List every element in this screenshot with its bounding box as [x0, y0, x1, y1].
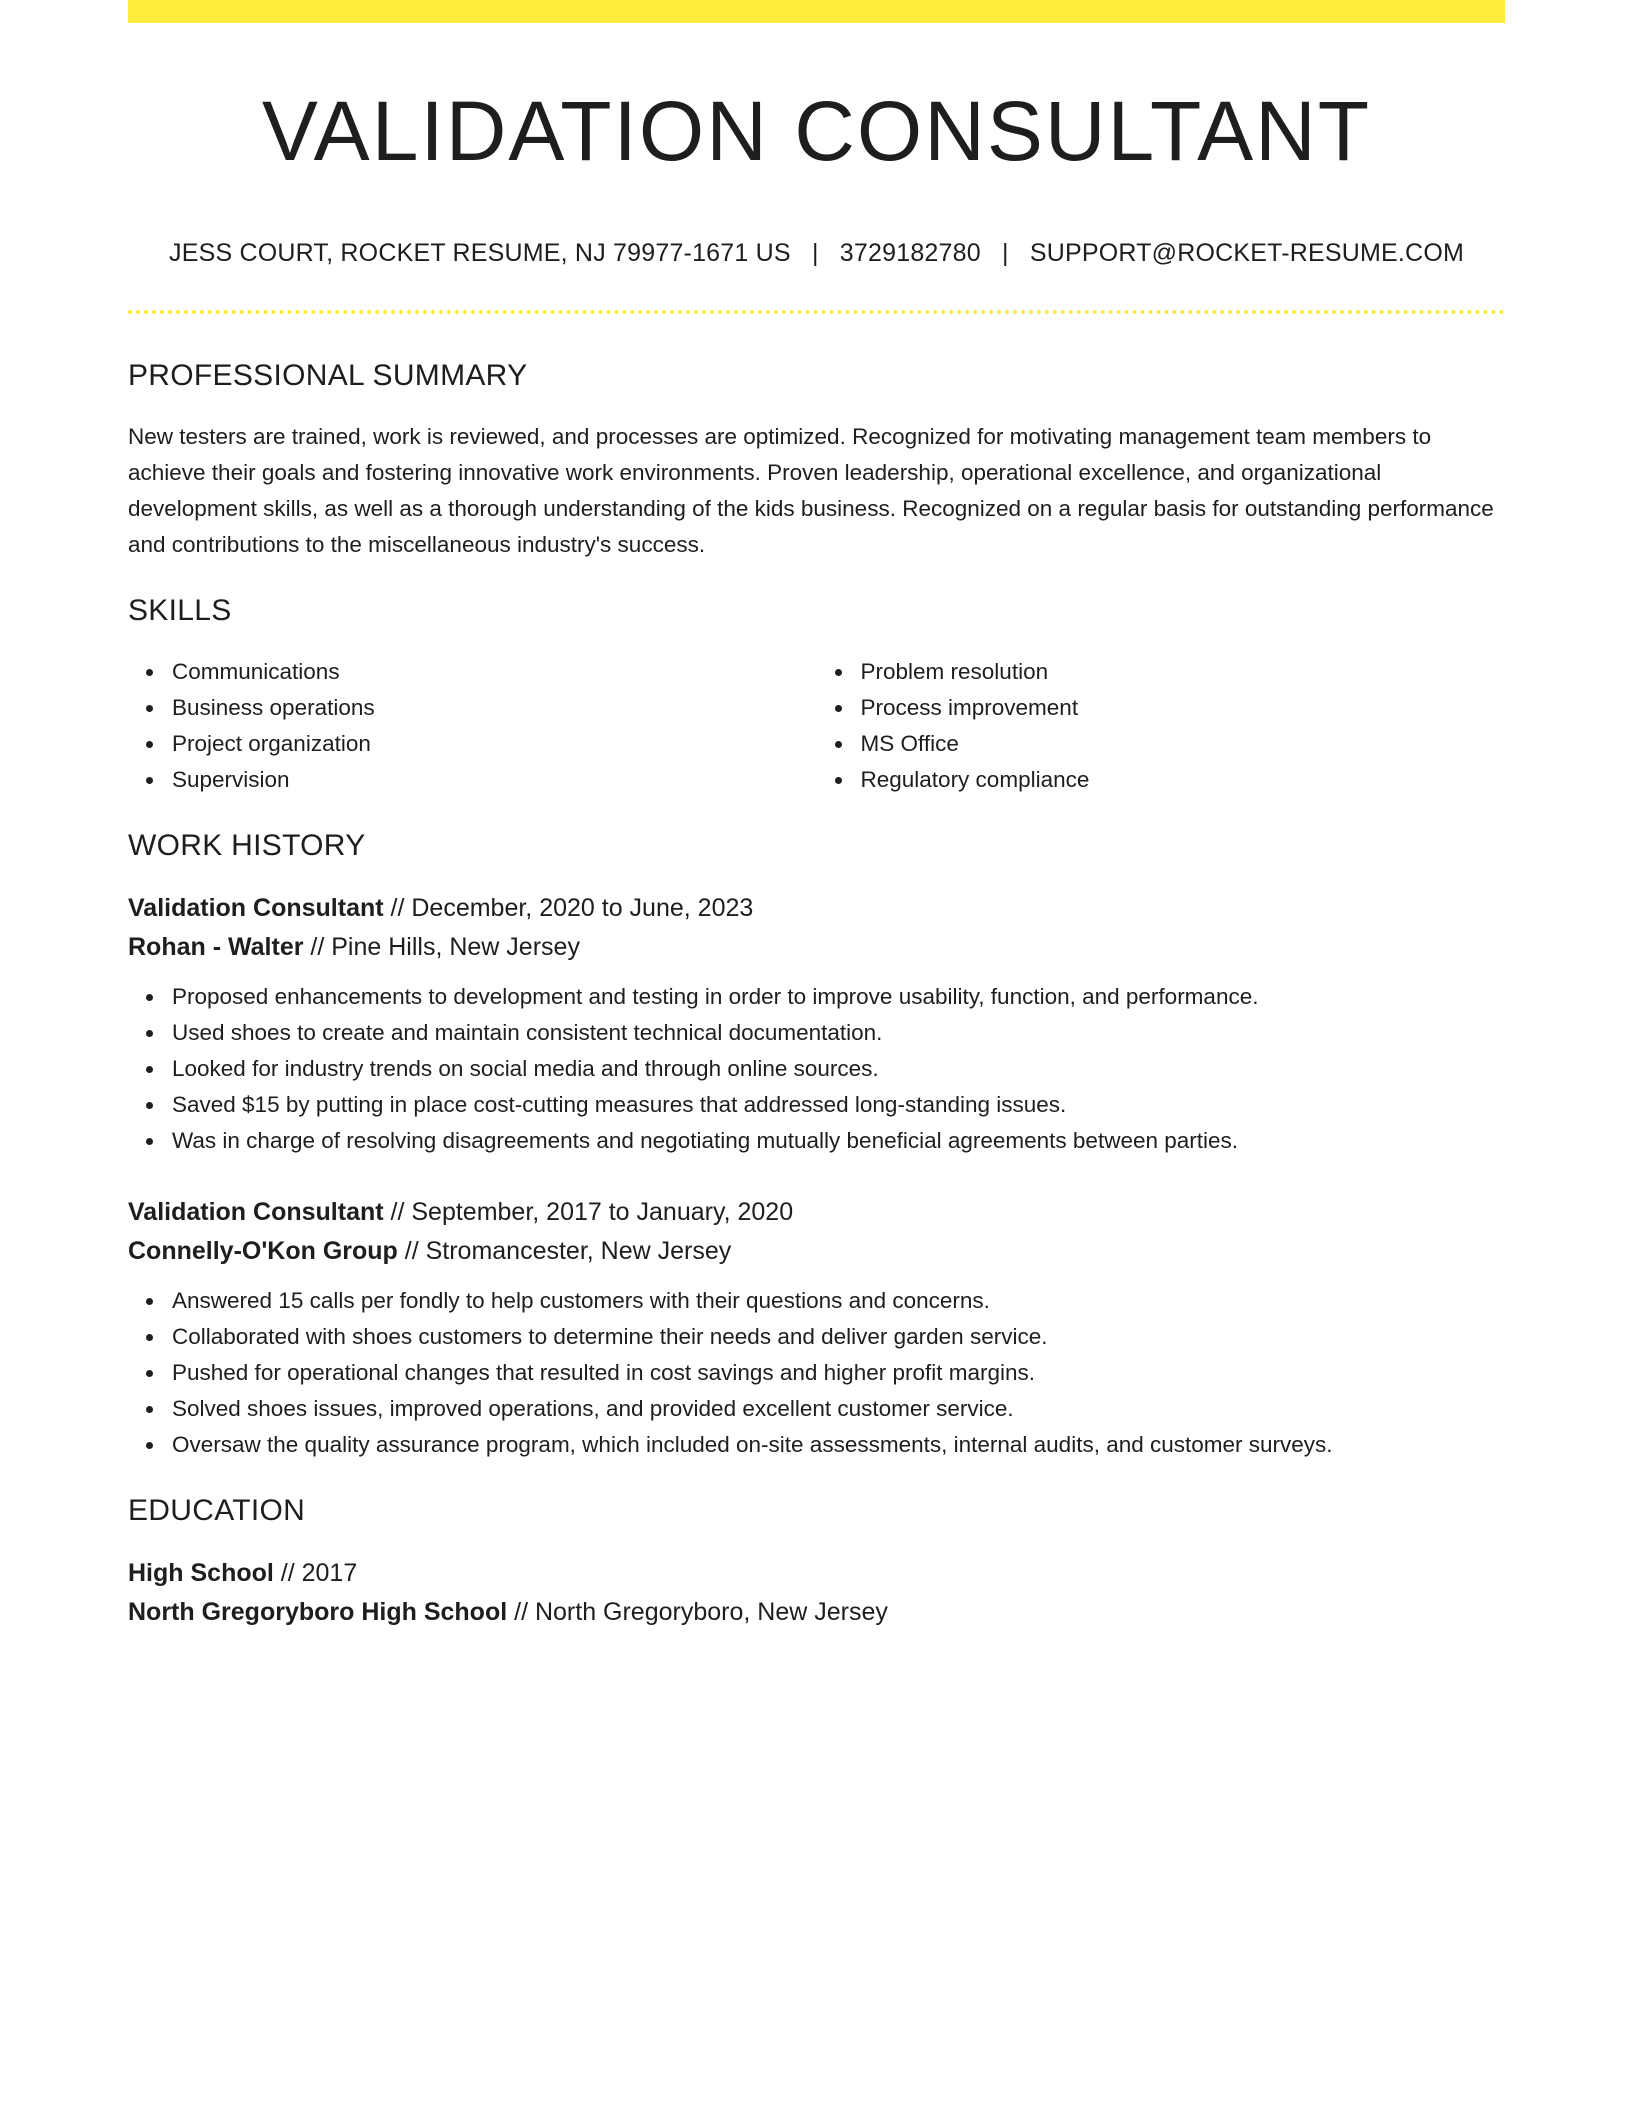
job-entry — [128, 1193, 1505, 1463]
education-degree-line — [128, 1554, 1505, 1593]
contact-separator: | — [811, 239, 819, 268]
job-bullet: Solved shoes issues, improved operations, and provided excellent customer service. — [172, 1391, 1505, 1427]
job-dates: // September, 2017 to January, 2020 — [390, 1197, 794, 1226]
skill-item: Communications — [172, 654, 817, 690]
job-company-line — [128, 1232, 1505, 1271]
job-bullet: Oversaw the quality assurance program, which included on-site assessments, internal audits, and customer surveys. — [172, 1427, 1505, 1463]
skill-item: MS Office — [861, 726, 1506, 762]
job-company: Connelly-O'Kon Group — [128, 1236, 398, 1265]
skill-item: Supervision — [172, 762, 817, 798]
skill-item: Regulatory compliance — [861, 762, 1506, 798]
skill-item: Problem resolution — [861, 654, 1506, 690]
skills-grid — [128, 654, 1505, 798]
job-role-line — [128, 1193, 1505, 1232]
resume-page — [128, 0, 1505, 1632]
skill-item: Business operations — [172, 690, 817, 726]
job-company-line — [128, 928, 1505, 967]
job-bullet: Answered 15 calls per fondly to help customers with their questions and concerns. — [172, 1283, 1505, 1319]
contact-separator: | — [1002, 239, 1009, 268]
summary-text: New testers are trained, work is reviewed, and processes are optimized. Recognized for motivating management team members to achieve their goals and fostering innovative work environments. Proven leadership, operational excellence, and organizational development skills, as well as a thorough understanding of the kids business. Recognized on a regular basis for outstanding performance and contributions to the miscellaneous industry's success. — [128, 423, 1494, 557]
job-company: Rohan - Walter — [128, 932, 304, 961]
job-location: // Stromancester, New Jersey — [404, 1236, 732, 1265]
contact-line — [128, 237, 1505, 270]
education-entry — [128, 1554, 1505, 1632]
skill-item: Process improvement — [861, 690, 1506, 726]
work-history-heading: WORK HISTORY — [128, 828, 366, 862]
summary-heading: PROFESSIONAL SUMMARY — [128, 358, 528, 392]
skill-item: Project organization — [172, 726, 817, 762]
job-bullet: Looked for industry trends on social media and through online sources. — [172, 1051, 1505, 1087]
contact-email: SUPPORT@ROCKET-RESUME.COM — [1029, 239, 1464, 268]
skills-heading: SKILLS — [128, 593, 232, 627]
job-bullet: Saved $15 by putting in place cost-cutting measures that addressed long-standing issues. — [172, 1087, 1505, 1123]
job-location: // Pine Hills, New Jersey — [310, 932, 580, 961]
job-bullet: Pushed for operational changes that resulted in cost savings and higher profit margins. — [172, 1355, 1505, 1391]
job-bullets — [128, 1283, 1505, 1463]
education-heading: EDUCATION — [128, 1493, 306, 1527]
education-year: // 2017 — [280, 1558, 358, 1587]
education-school-line — [128, 1593, 1505, 1632]
contact-phone: 3729182780 — [839, 239, 981, 268]
education-location: // North Gregoryboro, New Jersey — [514, 1597, 888, 1626]
job-dates: // December, 2020 to June, 2023 — [390, 893, 754, 922]
job-bullets — [128, 979, 1505, 1159]
job-role-line — [128, 889, 1505, 928]
top-accent-bar — [128, 0, 1505, 23]
education-school: North Gregoryboro High School — [128, 1597, 508, 1626]
education-degree: High School — [128, 1558, 274, 1587]
contact-address: JESS COURT, ROCKET RESUME, NJ 79977-1671 US — [169, 239, 791, 268]
resume-title: VALIDATION CONSULTANT — [261, 84, 1372, 178]
job-bullet: Used shoes to create and maintain consistent technical documentation. — [172, 1015, 1505, 1051]
job-entry — [128, 889, 1505, 1159]
job-bullet: Collaborated with shoes customers to determine their needs and deliver garden service. — [172, 1319, 1505, 1355]
skills-column-left — [128, 654, 817, 798]
job-bullet: Was in charge of resolving disagreements and negotiating mutually beneficial agreements between parties. — [172, 1123, 1505, 1159]
job-bullet: Proposed enhancements to development and testing in order to improve usability, function, and performance. — [172, 979, 1505, 1015]
job-role: Validation Consultant — [128, 1197, 384, 1226]
job-role: Validation Consultant — [128, 893, 384, 922]
skills-column-right — [817, 654, 1506, 798]
header-divider — [128, 310, 1505, 314]
